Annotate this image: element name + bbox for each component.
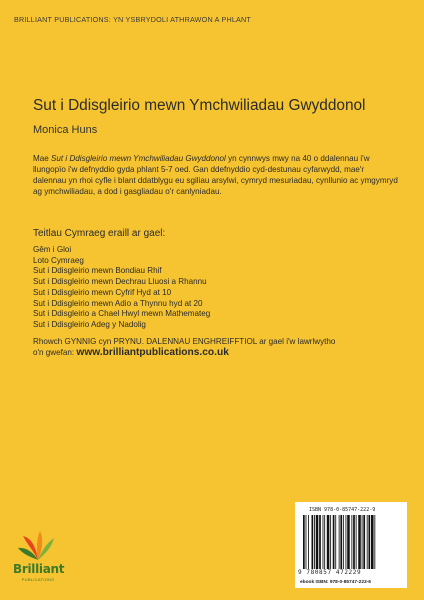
offer-text <box>33 336 403 358</box>
barcode-bar <box>358 515 361 569</box>
barcode-bar <box>330 515 331 569</box>
barcode-bar <box>368 515 370 569</box>
list-item: Sut i Ddisgleirio a Chael Hwyl mewn Mathemateg <box>33 309 211 319</box>
book-description <box>33 153 399 197</box>
list-item: Sut i Ddisgleirio mewn Cyfrif Hyd at 10 <box>33 287 172 297</box>
barcode-bar <box>362 515 363 569</box>
list-item: Gêm i Gloi <box>33 245 72 254</box>
barcode-bar <box>363 515 365 569</box>
book-title: Sut i Ddisgleirio mewn Ymchwiliadau Gwyddonol <box>33 97 366 114</box>
other-titles-heading: Teitlau Cymraeg eraill ar gael: <box>33 228 166 239</box>
barcode-icon <box>303 515 399 569</box>
list-item: Sut i Ddisgleirio mewn Bondiau Rhif <box>33 266 162 276</box>
barcode-bar <box>351 515 352 569</box>
barcode-bar <box>308 515 309 569</box>
barcode-bar <box>303 515 305 569</box>
description-italic-title: Sut i Ddisgleirio mewn Ymchwiliadau Gwyddonol <box>51 154 226 163</box>
barcode-digits: 9 780857 472229 <box>298 569 362 576</box>
barcode-bar <box>340 515 342 569</box>
ebook-isbn: ebook ISBN: 978-0-85747-223-6 <box>300 580 371 585</box>
barcode-bar <box>312 515 314 569</box>
other-titles-list <box>33 245 210 331</box>
barcode-bar <box>346 515 347 569</box>
barcode-bar <box>324 515 325 569</box>
list-item: Loto Cymraeg <box>33 255 84 265</box>
barcode-bar <box>367 515 368 569</box>
barcode-bar <box>323 515 324 569</box>
offer-line-1: Rhowch GYNNIG cyn PRYNU. DALENNAU ENGHREIFFTIOL ar gael i'w lawrlwytho <box>33 337 336 346</box>
barcode-panel <box>295 502 407 588</box>
list-item: Sut i Ddisgleirio Adeg y Nadolig <box>33 319 146 329</box>
barcode-bar <box>316 515 319 569</box>
list-item: Sut i Ddisgleirio mewn Dechrau Lluosi a Rhannu <box>33 277 207 287</box>
publisher-header: BRILLIANT PUBLICATIONS: YN YSBRYDOLI ATHRAWON A PHLANT <box>14 15 252 24</box>
logo-subtext: PUBLICATIONS <box>21 577 55 582</box>
website-link[interactable]: www.brilliantpublications.co.uk <box>76 347 229 358</box>
barcode-bar <box>353 515 355 569</box>
list-item: Sut i Ddisgleirio mewn Adio a Thynnu hyd at 20 <box>33 298 203 308</box>
barcode-bar <box>339 515 340 569</box>
brilliant-logo <box>13 530 63 585</box>
barcode-bar <box>333 515 335 569</box>
author-name: Monica Huns <box>33 124 98 136</box>
barcode-bar <box>319 515 321 569</box>
logo-flower-icon <box>13 530 63 564</box>
barcode-bar <box>343 515 344 569</box>
barcode-bar <box>335 515 336 569</box>
barcode-bar <box>347 515 350 569</box>
barcode-bar <box>327 515 330 569</box>
description-body: yn cynnwys mwy na 40 o ddalennau i'w llungopïo i'w defnyddio gyda phlant 5-7 oed. Gan ddefnyddio cyd-destunau cyfarwydd, mae'r dalennau yn rhoi cyfle i blant ddatblygu eu sgiliau arsylwi, cymryd mesuriadau, cynllunio ac ymgymryd ag ymchwiliadau, a dod i gasgliadau o'r canlyniadau. <box>33 154 398 196</box>
offer-line-2-prefix: o'n gwefan: <box>33 348 77 357</box>
barcode-bar <box>374 515 375 569</box>
barcode-bar <box>371 515 374 569</box>
barcode-bar <box>306 515 307 569</box>
logo-wordmark: Brilliant <box>13 562 65 576</box>
barcode-bar <box>314 515 315 569</box>
isbn-label: ISBN 978-0-85747-222-9 <box>309 507 376 513</box>
description-prefix: Mae <box>33 154 51 163</box>
barcode-bar <box>356 515 357 569</box>
